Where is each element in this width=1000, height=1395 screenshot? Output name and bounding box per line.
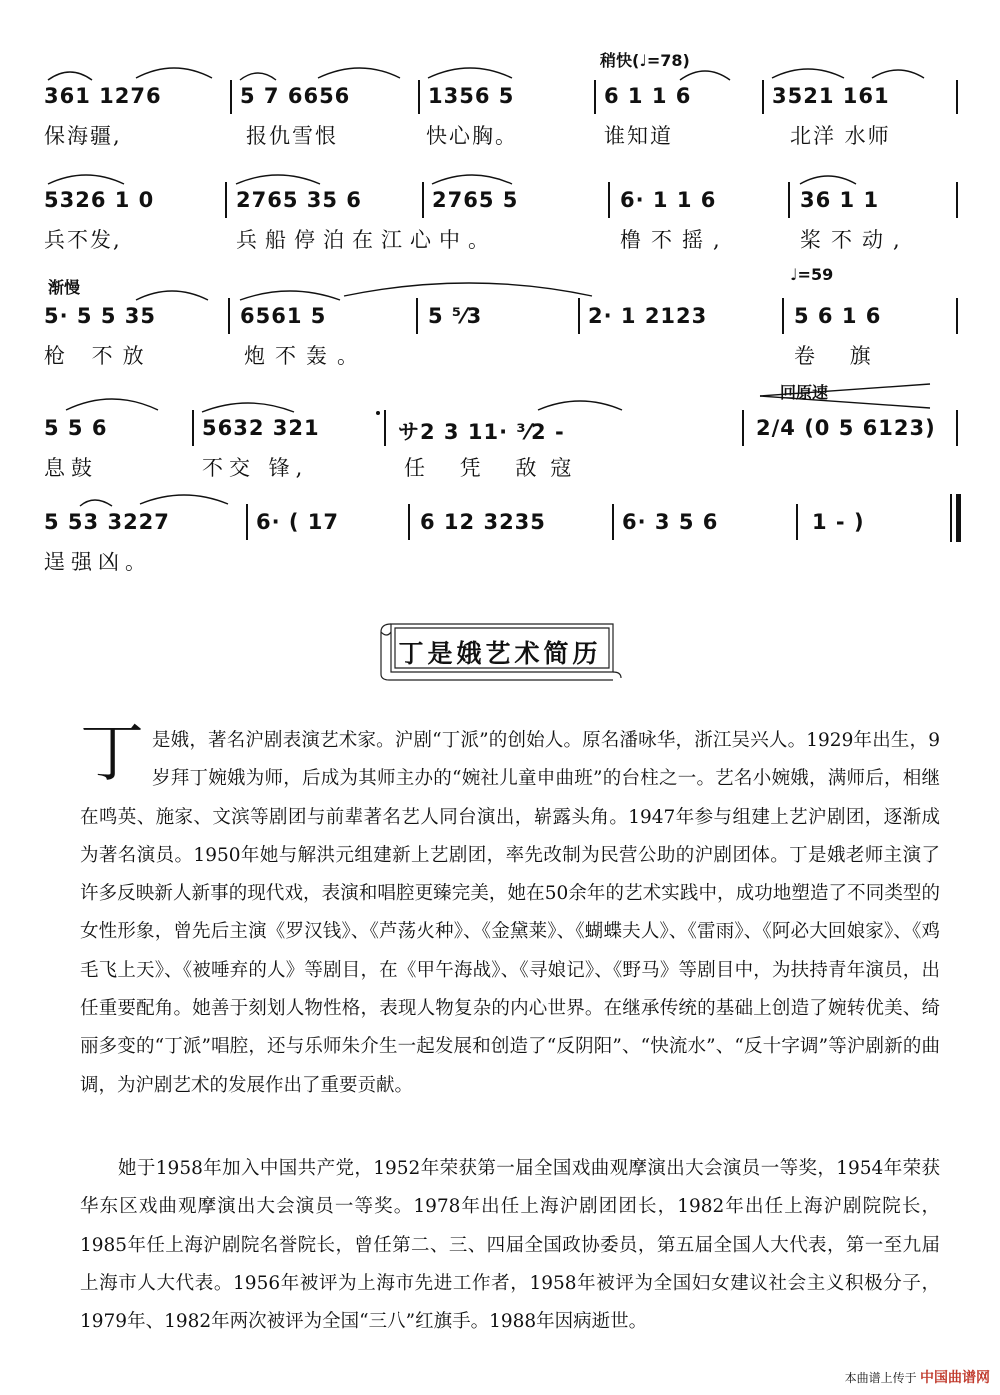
notes-row3-m1: 5· 5 5 35 xyxy=(44,304,156,328)
barline xyxy=(788,182,790,218)
tempo-mark-fast: 稍快(♩=78) xyxy=(600,51,690,70)
lyrics-row3-b: 炮不轰。 xyxy=(244,344,368,368)
barline xyxy=(956,298,958,334)
site-brand-logo: 中国曲谱网 xyxy=(920,1369,990,1385)
barline xyxy=(612,504,614,540)
notes-row3-m5: 5 6 1 6 xyxy=(794,304,882,328)
lyrics-row4-c: 任 凭 敌寇 xyxy=(404,456,586,480)
barline xyxy=(956,182,958,218)
notes-row3-m3: 5 ⁵⁄3 xyxy=(428,304,483,328)
barline xyxy=(578,298,580,334)
barline xyxy=(782,298,784,334)
barline xyxy=(594,80,596,114)
lyrics-row3-a: 枪 不放 xyxy=(44,344,154,368)
notes-row4-m2: 5632 321 xyxy=(202,416,320,440)
tempo-mark-slow: 渐慢 xyxy=(48,278,81,297)
lyrics-row1-b: 报仇雪恨 xyxy=(246,124,338,148)
barline xyxy=(422,182,424,218)
upload-credit-prefix: 本曲谱上传于 xyxy=(844,1371,917,1385)
barline xyxy=(192,410,194,446)
notes-row2-m1: 5326 1 0 xyxy=(44,188,155,212)
bio-paragraph-2: 她于1958年加入中国共产党，1952年荣获第一届全国戏曲观摩演出大会演员一等奖，1954年荣获华东区戏曲观摩演出大会演员一等奖。1978年出任上海沪剧团团长，1982年出任上海沪剧院院长，1985年任上海沪剧院名誉院长，曾任第二、三、四届全国政协委员，第五届全国人大代表，第一至九届上海市人大代表。1956年被评为上海市先进工作者，1958年被评为全国妇女建议社会主义积极分子，1979年、1982年两次被评为全国“三八”红旗手。1988年因病逝世。 xyxy=(80,1158,940,1333)
notes-row4-m3: サ2 3 11· ³⁄2 - xyxy=(398,420,565,444)
notes-row5-m5: 1 - ) xyxy=(812,510,865,534)
notes-row5-m4: 6· 3 5 6 xyxy=(622,510,719,534)
barline xyxy=(418,80,420,114)
notes-row4-m1: 5 5 6 xyxy=(44,416,108,440)
lyrics-row3-c: 卷 旗 xyxy=(794,344,885,368)
barline xyxy=(246,504,248,540)
lyrics-row1-d: 谁知道 xyxy=(604,124,673,148)
barline xyxy=(225,182,227,218)
notes-row3-m4: 2· 1 2123 xyxy=(588,304,708,328)
notes-row5-m3: 6 12 3235 xyxy=(420,510,546,534)
lyrics-row2-a: 兵不发, xyxy=(44,228,122,252)
notes-row1-m5: 3521 161 xyxy=(772,84,890,108)
upload-credit xyxy=(845,1367,990,1387)
barline xyxy=(956,410,958,446)
section-title-banner xyxy=(377,618,623,682)
barline xyxy=(796,504,798,540)
tempo-mark-original: 回原速 xyxy=(780,383,829,402)
lyrics-row4-b: 不交 锋, xyxy=(202,456,309,480)
drop-cap: 丁 xyxy=(80,717,144,791)
notes-row2-m4: 6· 1 1 6 xyxy=(620,188,717,212)
lyrics-row2-d: 桨不动, xyxy=(800,228,910,252)
barline xyxy=(956,80,958,114)
lyrics-row1-a: 保海疆, xyxy=(44,124,122,148)
barline xyxy=(384,410,386,446)
lyrics-row4-a: 息鼓 xyxy=(44,456,98,480)
notes-row5-m2: 6· ( 17 xyxy=(256,510,340,534)
barline xyxy=(228,298,230,334)
lyrics-row2-b: 兵船停泊在江心中。 xyxy=(236,228,497,252)
notes-row2-m2: 2765 35 6 xyxy=(236,188,362,212)
notes-row1-m4: 6 1 1 6 xyxy=(604,84,692,108)
notes-row2-m5: 36 1 1 xyxy=(800,188,880,212)
notes-row2-m3: 2765 5 xyxy=(432,188,519,212)
notes-row4-m4: 2/4 (0 5 6123) xyxy=(756,416,936,440)
barline xyxy=(230,80,232,114)
lyrics-row5-a: 逞强凶。 xyxy=(44,550,152,574)
notes-row1-m3: 1356 5 xyxy=(428,84,515,108)
lyrics-row1-e: 北洋 水师 xyxy=(790,124,891,148)
notes-row1-m1: 361 1276 xyxy=(44,84,162,108)
bio-paragraph-1 xyxy=(80,717,940,1105)
barline xyxy=(742,410,744,446)
section-title: 丁是娥艺术简历 xyxy=(398,639,602,668)
notes-row3-m2: 6561 5 xyxy=(240,304,327,328)
barline xyxy=(608,182,610,218)
lyrics-row2-c: 橹不摇, xyxy=(620,228,730,252)
bio-paragraph-1-text: 是娥，著名沪剧表演艺术家。沪剧“丁派”的创始人。原名潘咏华，浙江吴兴人。1929年出生，9岁拜丁婉娥为师，后成为其师主办的“婉社儿童申曲班”的台柱之一。艺名小婉娥，满师后，相继在鸣英、施家、文滨等剧团与前辈著名艺人同台演出，崭露头角。1947年参与组建上艺沪剧团，逐渐成为著名演员。1950年她与解洪元组建新上艺剧团，率先改制为民营公助的沪剧团体。丁是娥老师主演了许多反映新人新事的现代戏，表演和唱腔更臻完美，她在50余年的艺术实践中，成功地塑造了不同类型的女性形象，曾先后主演《罗汉钱》、《芦荡火种》、《金黛莱》、《蝴蝶夫人》、《雷雨》、《阿必大回娘家》、《鸡毛飞上天》、《被唾弃的人》等剧目，在《甲午海战》、《寻娘记》、《野马》等剧目中，为扶持青年演员，出任重要配角。她善于刻划人物性格，表现人物复杂的内心世界。在继承传统的基础上创造了婉转优美、绮丽多变的“丁派”唱腔，还与乐师朱介生一起发展和创造了“反阴阳”、“快流水”、“反十字调”等沪剧新的曲调，为沪剧艺术的发展作出了重要贡献。 xyxy=(80,730,940,1096)
barline xyxy=(408,504,410,540)
final-barline-thick xyxy=(956,494,961,542)
notes-row1-m2: 5 7 6656 xyxy=(240,84,351,108)
barline xyxy=(762,80,764,114)
final-barline-thin xyxy=(950,494,952,542)
notes-row5-m1: 5 53 3227 xyxy=(44,510,170,534)
barline xyxy=(416,298,418,334)
tempo-mark-59: ♩=59 xyxy=(790,265,834,284)
lyrics-row1-c: 快心胸。 xyxy=(426,124,518,148)
